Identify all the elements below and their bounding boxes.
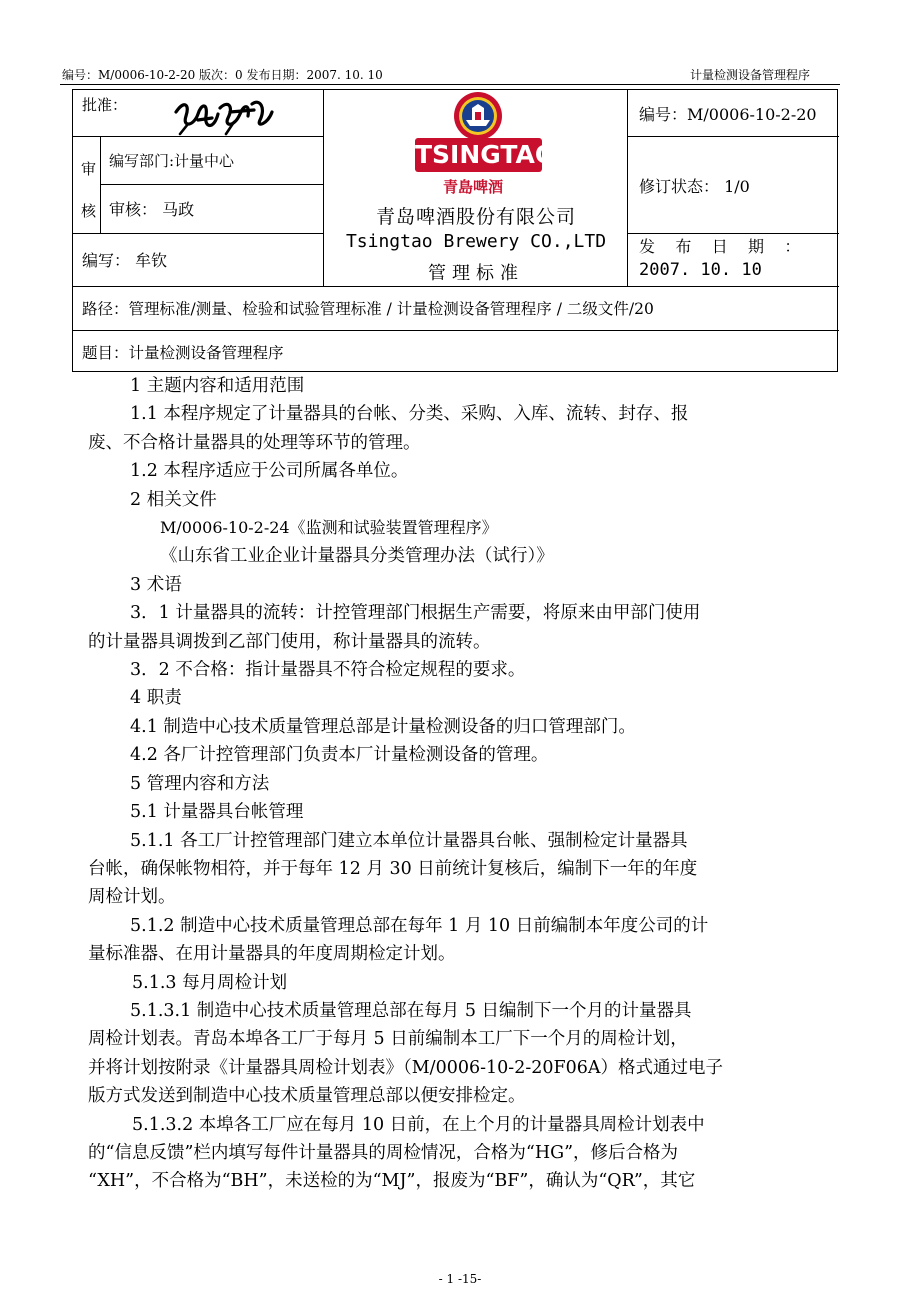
paragraph: 1.2 本程序适应于公司所属各单位。 — [130, 461, 409, 482]
paragraph: 版方式发送到制造中心技术质量管理总部以便安排检定。 — [88, 1086, 526, 1107]
paragraph: 并将计划按附录《计量器具周检计划表》（M/0006-10-2-20F06A）格式通过电子 — [88, 1057, 724, 1078]
paragraph: 量标准器、在用计量器具的年度周期检定计划。 — [88, 944, 456, 965]
section-heading: 2 相关文件 — [130, 489, 217, 510]
paragraph: 的“信息反馈”栏内填写每件计量器具的周检情况，合格为“HG”，修后合格为 — [88, 1142, 679, 1163]
writer-field: 编写： 牟钦 — [82, 251, 168, 270]
paragraph: 5.1.1 各工厂计控管理部门建立本单位计量器具台帐、强制检定计量器具 — [130, 830, 688, 851]
paragraph: 周检计划。 — [88, 887, 176, 908]
header-doc-title: 计量检测设备管理程序 — [689, 68, 810, 82]
publish-date: 2007. 10. 10 — [639, 260, 762, 280]
dept-field: 编写部门:计量中心 — [109, 152, 235, 170]
paragraph: 5.1.3.1 制造中心技术质量管理总部在每月 5 日编制下一个月的计量器具 — [130, 1000, 692, 1021]
company-name-cn: 青岛啤酒股份有限公司 — [375, 206, 576, 228]
document-header-table — [72, 89, 838, 372]
section-heading: 3 术语 — [130, 574, 182, 595]
paragraph: 台帐，确保帐物相符，并于每年 12 月 30 日前统计复核后，编制下一年的年度 — [88, 858, 698, 879]
subsection-heading: 5.1 计量器具台帐管理 — [130, 802, 304, 823]
paragraph: 4.2 各厂计控管理部门负责本厂计量检测设备的管理。 — [130, 745, 549, 766]
doc-path: 路径：管理标准/测量、检验和试验管理标准 / 计量检测设备管理程序 / 二级文件/20 — [82, 300, 654, 318]
reviewer-field: 审核： 马政 — [109, 200, 195, 219]
paragraph: 废、不合格计量器具的处理等环节的管理。 — [88, 432, 421, 453]
page-header — [60, 66, 840, 85]
document-body — [88, 372, 838, 1196]
header-doc-info: 编号：M/0006-10-2-20 版次：0 发布日期：2007. 10. 10 — [62, 68, 383, 82]
doc-code: 编号：M/0006-10-2-20 — [639, 105, 817, 124]
paragraph: 周检计划表。青岛本埠各工厂于每月 5 日前编制本工厂下一个月的周检计划， — [88, 1029, 688, 1050]
signature — [168, 94, 278, 136]
section-heading: 5 管理内容和方法 — [130, 773, 270, 794]
paragraph: “XH”，不合格为“BH”，未送检的为“MJ”，报废为“BF”，确认为“QR”，其它 — [88, 1171, 696, 1192]
logo-brand: TSINGTAO — [415, 138, 542, 172]
paragraph: 的计量器具调拨到乙部门使用，称计量器具的流转。 — [88, 631, 491, 652]
paragraph: 4.1 制造中心技术质量管理总部是计量检测设备的归口管理部门。 — [130, 716, 636, 737]
publish-date-label: 发 布 日 期 ： — [639, 237, 801, 256]
revision-status: 修订状态： 1/0 — [639, 177, 750, 196]
review-label: 审 核 — [81, 160, 97, 220]
paragraph: 3．1 计量器具的流转：计控管理部门根据生产需要，将原来由甲部门使用 — [130, 603, 701, 624]
paragraph: 3．2 不合格：指计量器具不符合检定规程的要求。 — [130, 660, 526, 681]
subsection-heading: 5.1.3 每月周检计划 — [132, 972, 288, 993]
section-heading: 4 职责 — [130, 688, 182, 709]
logo-emblem-icon — [452, 90, 504, 142]
reference-item: 《山东省工业企业计量器具分类管理办法（试行）》 — [160, 546, 554, 567]
page-number: - 1 -15- — [438, 1272, 482, 1286]
company-name-en: Tsingtao Brewery CO.,LTD — [345, 231, 607, 252]
approve-label: 批准： — [82, 96, 128, 114]
reference-item: M/0006-10-2-24《监测和试验装置管理程序》 — [160, 518, 498, 538]
paragraph: 5.1.3.2 本埠各工厂应在每月 10 日前，在上个月的计量器具周检计划表中 — [132, 1114, 705, 1135]
standard-type: 管理标准 — [428, 263, 524, 284]
section-heading: 1 主题内容和适用范围 — [130, 376, 305, 396]
paragraph: 5.1.2 制造中心技术质量管理总部在每年 1 月 10 日前编制本年度公司的计 — [130, 915, 709, 936]
doc-title: 题目：计量检测设备管理程序 — [82, 344, 284, 362]
paragraph: 1.1 本程序规定了计量器具的台帐、分类、采购、入库、流转、封存、报 — [130, 404, 689, 425]
logo-brand-cn: 青島啤酒 — [443, 178, 504, 196]
